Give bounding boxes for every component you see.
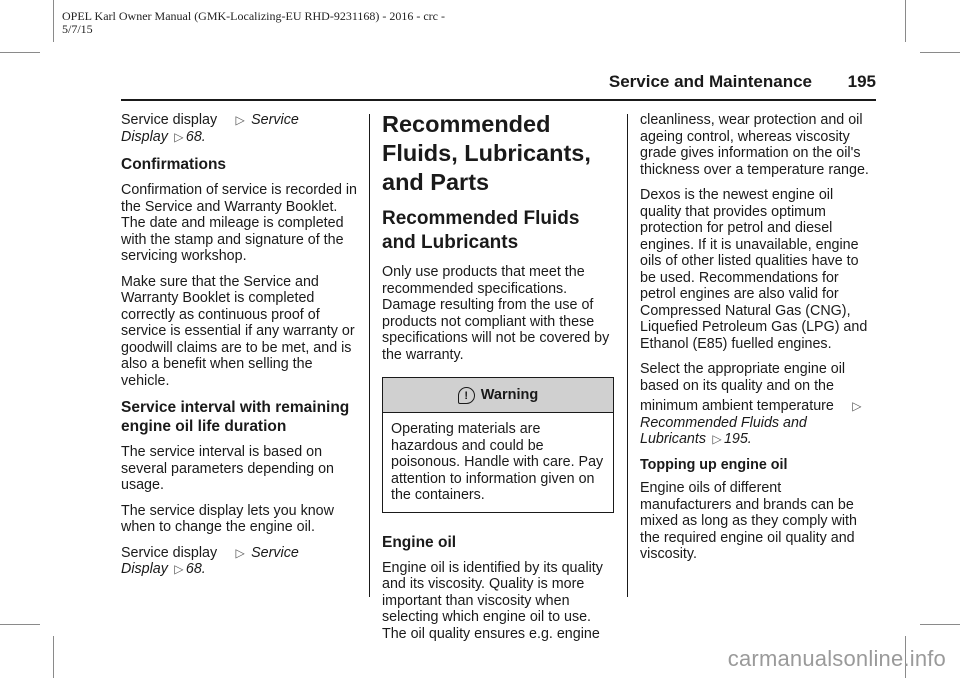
reference-arrow-icon: ▷ bbox=[174, 562, 184, 576]
crop-mark bbox=[905, 0, 906, 42]
doc-meta-line2: 5/7/15 bbox=[62, 22, 93, 36]
warning-text: Operating materials are hazardous and could be poisonous. Handle with care. Pay attention to information given on the containers. bbox=[391, 421, 604, 503]
service-interval-heading: Service interval with remaining engine oil life duration bbox=[121, 399, 350, 435]
crop-mark bbox=[920, 52, 960, 53]
column-left bbox=[121, 112, 357, 587]
reference-link[interactable]: Display bbox=[121, 561, 168, 577]
crop-mark bbox=[0, 52, 40, 53]
service-interval-paragraph: The service display lets you know when to change the engine oil. bbox=[121, 502, 334, 535]
warning-triangle-icon: ! bbox=[458, 387, 475, 404]
reference-link[interactable]: Lubricants bbox=[640, 431, 706, 447]
warning-label: Warning bbox=[480, 387, 539, 403]
cross-reference bbox=[640, 398, 872, 448]
engine-oil-paragraph: Engine oil is identified by its quality and its viscosity. Quality is more important than viscosity when selecting which engine oil to use. The oil quality ensures e.g. engine bbox=[382, 559, 603, 642]
reference-text: minimum ambient temperature bbox=[640, 398, 834, 414]
page-number: 195 bbox=[847, 72, 876, 91]
reference-arrow-icon: ▷ bbox=[852, 399, 862, 413]
intro-paragraph: Only use products that meet the recommended specifications. Damage resulting from the use of products not compliant with these specifications will not be covered by the warranty. bbox=[382, 264, 610, 363]
confirmations-heading: Confirmations bbox=[121, 156, 227, 173]
watermark: carmanualsonline.info bbox=[727, 646, 946, 671]
header-rule bbox=[121, 99, 876, 101]
reference-link[interactable]: Service bbox=[251, 112, 299, 128]
column-divider bbox=[627, 114, 628, 597]
reference-link[interactable]: Service bbox=[251, 544, 299, 561]
warning-box bbox=[382, 377, 614, 513]
reference-page[interactable]: 68. bbox=[185, 561, 206, 577]
document-meta bbox=[62, 10, 542, 36]
reference-arrow-icon: ▷ bbox=[174, 129, 184, 144]
reference-text: Service display bbox=[121, 112, 218, 128]
reference-text: Service display bbox=[121, 544, 218, 561]
crop-mark bbox=[53, 636, 54, 678]
reference-link[interactable]: Recommended Fluids and bbox=[640, 414, 807, 431]
confirmations-paragraph: Confirmation of service is recorded in the Service and Warranty Booklet. The date and mileage is completed with the stamp and signature of the servicing workshop. bbox=[121, 182, 357, 264]
service-interval-paragraph: The service interval is based on several parameters depending on usage. bbox=[121, 444, 335, 493]
dexos-paragraph: Dexos is the newest engine oil quality that provides optimum protection for petrol and diesel engines. If it is unavailable, engine oils of other listed qualities have to be used. Recommendations for petrol engines are also valid for Compressed Natural Gas (CNG), Liquefied Petroleum Gas (LPG) and Ethanol (E85) fuelled engines. bbox=[640, 187, 868, 352]
cross-reference bbox=[121, 112, 357, 145]
reference-page[interactable]: 195. bbox=[723, 431, 752, 447]
sub-heading: Recommended Fluids and Lubricants bbox=[382, 208, 580, 253]
reference-arrow-icon: ▷ bbox=[712, 432, 722, 446]
column-divider bbox=[369, 114, 370, 597]
crop-mark bbox=[0, 624, 40, 625]
crop-mark bbox=[920, 624, 960, 625]
reference-arrow-icon: ▷ bbox=[235, 545, 245, 560]
confirmations-paragraph: Make sure that the Service and Warranty Booklet is completed correctly as continuous proof of service is essential if any warranty or goodwill claims are to be met, and is also a benefit when selling the vehicle. bbox=[121, 273, 355, 389]
topping-up-paragraph: Engine oils of different manufacturers and brands can be mixed as long as they comply with the required engine oil quality and viscosity. bbox=[640, 480, 857, 562]
reference-arrow-icon: ▷ bbox=[235, 113, 245, 127]
engine-oil-paragraph: cleanliness, wear protection and oil ageing control, whereas viscosity grade gives information on the oil's thickness over a temperature range. bbox=[640, 112, 869, 178]
doc-meta-line1: OPEL Karl Owner Manual (GMK-Localizing-EU RHD-9231168) - 2016 - crc - bbox=[62, 9, 446, 23]
engine-oil-heading: Engine oil bbox=[382, 533, 457, 551]
main-heading: Recommended Fluids, Lubricants, and Parts bbox=[382, 111, 591, 195]
reference-link[interactable]: Display bbox=[121, 128, 168, 145]
column-right bbox=[640, 112, 872, 572]
column-middle bbox=[382, 110, 614, 651]
cross-reference bbox=[121, 545, 357, 578]
section-title: Service and Maintenance bbox=[608, 72, 812, 91]
warning-header bbox=[383, 378, 613, 413]
reference-page[interactable]: 68. bbox=[185, 128, 206, 145]
topping-up-heading: Topping up engine oil bbox=[640, 456, 788, 473]
crop-mark bbox=[53, 0, 54, 42]
select-oil-paragraph bbox=[640, 361, 872, 394]
select-oil-text: Select the appropriate engine oil based on its quality and on the bbox=[640, 361, 846, 394]
